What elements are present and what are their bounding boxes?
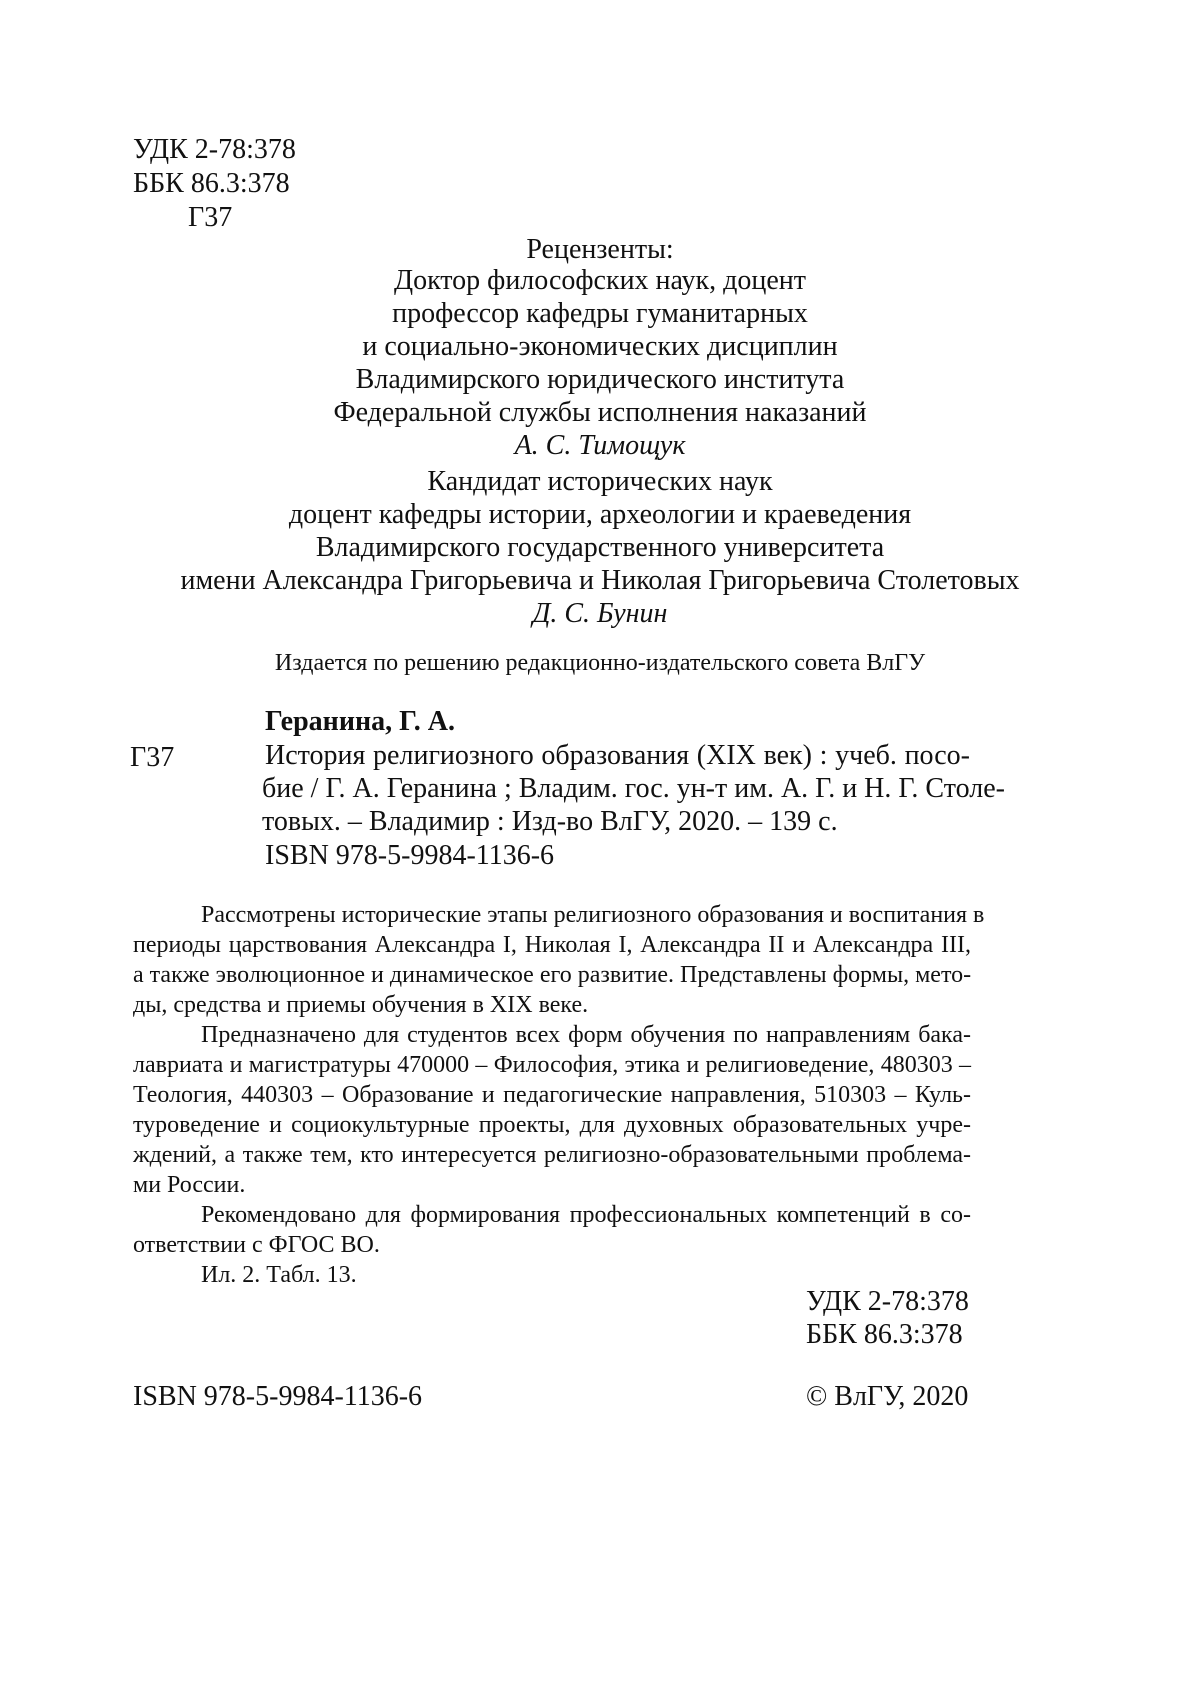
catalog-author-mark: Г37 — [130, 742, 175, 773]
reviewer-1-line: и социально-экономических дисциплин — [362, 331, 838, 362]
annotation-line: ждений, а также тем, кто интересуется религиозно-образовательными проблема- — [133, 1142, 971, 1168]
catalog-line: товых. – Владимир : Изд-во ВлГУ, 2020. – 139 с. — [262, 806, 838, 837]
annotation-paragraph-3 — [133, 1200, 971, 1260]
catalog-line: История религиозного образования (XIX век) : учеб. посо- — [265, 740, 970, 771]
annotation-paragraph-2 — [133, 1020, 971, 1200]
reviewer-1-line: Доктор философских наук, доцент — [393, 265, 807, 296]
catalog-description — [262, 739, 1005, 838]
annotation — [133, 900, 985, 1290]
reviewer-2-line: доцент кафедры истории, археологии и краеведения — [288, 499, 912, 530]
annotation-paragraph-1 — [133, 900, 985, 1020]
annotation-line: ды, средства и приемы обучения в XIX веке. — [133, 992, 589, 1018]
reviewer-1-name: А. С. Тимощук — [514, 430, 686, 461]
bbk-code-bottom: ББК 86.3:378 — [806, 1319, 963, 1350]
publish-note: Издается по решению редакционно-издательского совета ВлГУ — [274, 650, 926, 676]
annotation-line: лавриата и магистратуры 470000 – Философия, этика и религиоведение, 480303 – — [133, 1052, 971, 1078]
reviewer-1-line: Владимирского юридического института — [355, 364, 845, 395]
annotation-line: Рекомендовано для формирования профессиональных компетенций в со- — [201, 1202, 971, 1228]
annotation-illustrations: Ил. 2. Табл. 13. — [201, 1262, 357, 1288]
reviewer-1-line: Федеральной службы исполнения наказаний — [333, 397, 867, 428]
annotation-line: ми России. — [133, 1172, 246, 1198]
annotation-line: ответствии с ФГОС ВО. — [133, 1232, 380, 1258]
catalog-line: бие / Г. А. Геранина ; Владим. гос. ун-т им. А. Г. и Н. Г. Столе- — [262, 773, 1005, 804]
udk-code-top: УДК 2-78:378 — [133, 134, 296, 165]
reviewer-2-name: Д. С. Бунин — [532, 598, 668, 629]
annotation-line: Теология, 440303 – Образование и педагогические направления, 510303 – Куль- — [133, 1082, 971, 1108]
annotation-line: Предназначено для студентов всех форм обучения по направлениям бака- — [201, 1022, 971, 1048]
reviewer-2-line: Кандидат исторических наук — [427, 466, 773, 497]
copyright: © ВлГУ, 2020 — [806, 1381, 969, 1412]
udk-code-bottom: УДК 2-78:378 — [806, 1286, 969, 1317]
reviewers-heading: Рецензенты: — [526, 234, 674, 265]
annotation-line: а также эволюционное и динамическое его развитие. Представлены формы, мето- — [133, 962, 972, 988]
annotation-line: периоды царствования Александра I, Николая I, Александра II и Александра III, — [133, 932, 971, 958]
reviewer-2-block — [0, 465, 1200, 630]
catalog-isbn: ISBN 978-5-9984-1136-6 — [265, 840, 555, 871]
reviewer-1-line: профессор кафедры гуманитарных — [392, 298, 808, 329]
annotation-line: Рассмотрены исторические этапы религиозного образования и воспитания в — [201, 902, 985, 928]
author-mark-top: Г37 — [188, 202, 233, 233]
annotation-line: туроведение и социокультурные проекты, для духовных образовательных учре- — [133, 1112, 971, 1138]
reviewer-2-line: Владимирского государственного университета — [315, 532, 885, 563]
catalog-author: Геранина, Г. А. — [265, 706, 455, 737]
reviewer-2-line: имени Александра Григорьевича и Николая Григорьевича Столетовых — [180, 565, 1020, 596]
reviewer-1-block — [0, 264, 1200, 462]
bbk-code-top: ББК 86.3:378 — [133, 168, 290, 199]
footer-isbn: ISBN 978-5-9984-1136-6 — [133, 1381, 423, 1412]
